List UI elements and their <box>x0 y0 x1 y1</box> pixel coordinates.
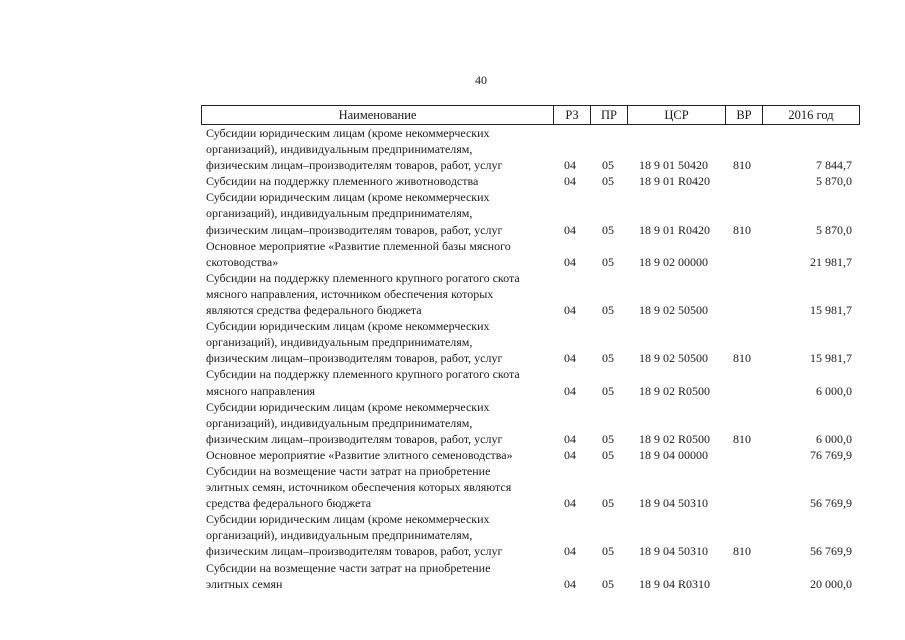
row-csr-cell: 18 9 04 R0310 <box>639 576 711 591</box>
table-row <box>201 189 860 237</box>
row-pr-cell: 05 <box>602 222 614 237</box>
row-pr-cell: 05 <box>602 174 614 189</box>
row-csr-cell: 18 9 04 50310 <box>639 544 708 559</box>
row-pr-cell: 05 <box>602 431 614 446</box>
table-row <box>201 238 860 270</box>
row-csr-cell: 18 9 01 R0420 <box>639 222 711 237</box>
row-pr-cell: 05 <box>602 576 614 591</box>
row-amount-cell: 76 769,9 <box>810 447 852 462</box>
row-pr-cell: 05 <box>602 254 614 269</box>
row-vr-cell: 810 <box>733 544 751 559</box>
row-pr-cell: 05 <box>602 496 614 511</box>
row-csr-cell: 18 9 04 50310 <box>639 496 708 511</box>
table-row <box>201 560 860 592</box>
row-vr-cell: 810 <box>733 222 751 237</box>
header-rz: РЗ <box>554 106 591 124</box>
header-csr: ЦСР <box>628 106 726 124</box>
table-row <box>201 270 860 318</box>
row-amount-cell: 15 981,7 <box>810 351 852 366</box>
row-amount-cell: 6 000,0 <box>816 431 852 446</box>
table-row <box>201 447 860 463</box>
row-rz-cell: 04 <box>564 447 576 462</box>
row-amount-cell: 56 769,9 <box>810 496 852 511</box>
row-rz-cell: 04 <box>564 383 576 398</box>
row-pr-cell: 05 <box>602 303 614 318</box>
row-rz-cell: 04 <box>564 222 576 237</box>
row-name-cell: Субсидии на поддержку племенного животноводства <box>206 174 479 189</box>
row-rz-cell: 04 <box>564 303 576 318</box>
row-name-cell: Субсидии на поддержку племенного крупного рогатого скота мясного направления <box>206 367 520 398</box>
row-csr-cell: 18 9 02 50500 <box>639 303 708 318</box>
row-vr-cell: 810 <box>733 431 751 446</box>
row-pr-cell: 05 <box>602 158 614 173</box>
row-csr-cell: 18 9 02 R0500 <box>639 431 711 446</box>
row-csr-cell: 18 9 01 R0420 <box>639 174 711 189</box>
row-csr-cell: 18 9 01 50420 <box>639 158 708 173</box>
row-name-cell: Субсидии юридическим лицам (кроме некоммерческих организаций), индивидуальным предпринимателям, физическим лицам–производителям товаров, работ, услуг <box>206 399 503 446</box>
table-row <box>201 173 860 189</box>
table-row <box>201 366 860 398</box>
row-pr-cell: 05 <box>602 351 614 366</box>
row-name-cell: Субсидии юридическим лицам (кроме некоммерческих организаций), индивидуальным предпринимателям, физическим лицам–производителям товаров, работ, услуг <box>206 190 503 237</box>
row-amount-cell: 5 870,0 <box>816 222 852 237</box>
row-amount-cell: 21 981,7 <box>810 254 852 269</box>
row-csr-cell: 18 9 02 R0500 <box>639 383 711 398</box>
row-amount-cell: 56 769,9 <box>810 544 852 559</box>
row-amount-cell: 6 000,0 <box>816 383 852 398</box>
header-year: 2016 год <box>788 108 834 122</box>
row-rz-cell: 04 <box>564 431 576 446</box>
row-csr-cell: 18 9 02 50500 <box>639 351 708 366</box>
row-name-cell: Основное мероприятие «Развитие племенной базы мясного скотоводства» <box>206 238 511 269</box>
row-amount-cell: 15 981,7 <box>810 303 852 318</box>
table-row <box>201 511 860 559</box>
row-name-cell: Субсидии юридическим лицам (кроме некоммерческих организаций), индивидуальным предпринимателям, физическим лицам–производителям товаров, работ, услуг <box>206 319 503 366</box>
row-name-cell: Субсидии на поддержку племенного крупного рогатого скота мясного направления, источником обеспечения которых являются средства федерального бюджета <box>206 270 520 318</box>
row-rz-cell: 04 <box>564 174 576 189</box>
header-vr: ВР <box>726 106 763 124</box>
table-row <box>201 318 860 366</box>
row-vr-cell: 810 <box>733 158 751 173</box>
row-pr-cell: 05 <box>602 447 614 462</box>
budget-table <box>201 105 860 592</box>
page-number: 40 <box>475 73 487 87</box>
row-rz-cell: 04 <box>564 351 576 366</box>
row-csr-cell: 18 9 02 00000 <box>639 254 708 269</box>
row-name-cell: Субсидии юридическим лицам (кроме некоммерческих организаций), индивидуальным предпринимателям, физическим лицам–производителям товаров, работ, услуг <box>206 126 503 173</box>
row-rz-cell: 04 <box>564 576 576 591</box>
row-csr-cell: 18 9 04 00000 <box>639 447 708 462</box>
row-vr-cell: 810 <box>733 351 751 366</box>
row-name-cell: Основное мероприятие «Развитие элитного семеноводства» <box>206 447 513 462</box>
row-rz-cell: 04 <box>564 544 576 559</box>
row-pr-cell: 05 <box>602 544 614 559</box>
row-name-cell: Субсидии на возмещение части затрат на приобретение элитных семян, источником обеспечения которых являются средства федерального бюджета <box>206 463 512 511</box>
table-header <box>201 105 860 125</box>
header-pr: ПР <box>591 106 628 124</box>
table-row <box>201 463 860 511</box>
row-amount-cell: 20 000,0 <box>810 576 852 591</box>
row-amount-cell: 7 844,7 <box>816 158 852 173</box>
table-row <box>201 399 860 447</box>
row-rz-cell: 04 <box>564 496 576 511</box>
header-name: Наименование <box>202 106 554 124</box>
row-name-cell: Субсидии юридическим лицам (кроме некоммерческих организаций), индивидуальным предпринимателям, физическим лицам–производителям товаров, работ, услуг <box>206 512 503 559</box>
row-rz-cell: 04 <box>564 158 576 173</box>
row-pr-cell: 05 <box>602 383 614 398</box>
row-rz-cell: 04 <box>564 254 576 269</box>
row-name-cell: Субсидии на возмещение части затрат на приобретение элитных семян <box>206 560 491 591</box>
row-amount-cell: 5 870,0 <box>816 174 852 189</box>
table-row <box>201 125 860 173</box>
table-body <box>201 125 860 592</box>
